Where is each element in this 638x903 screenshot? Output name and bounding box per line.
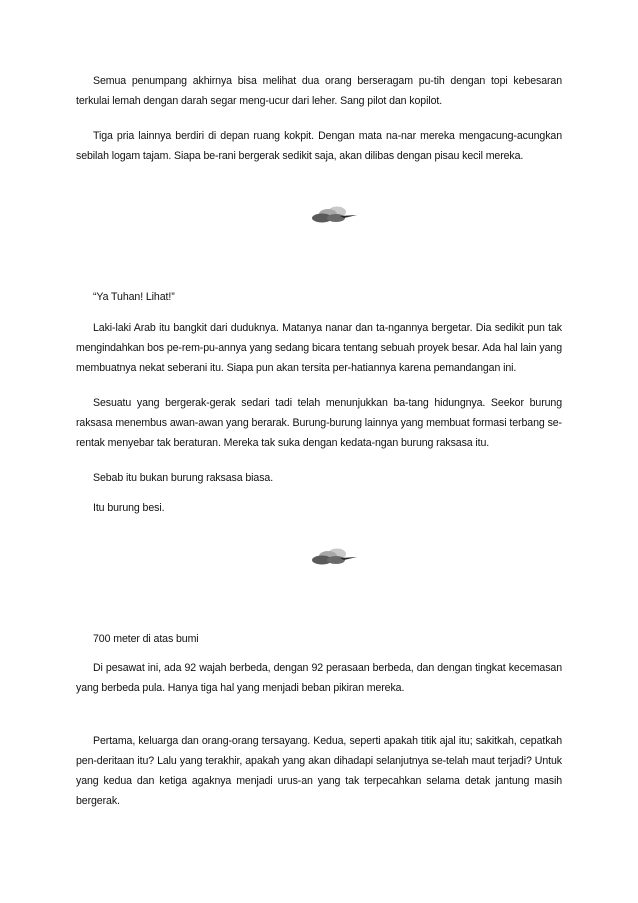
cloud-bird-ornament-icon: [308, 546, 358, 568]
paragraph-5: Sesuatu yang bergerak-gerak sedari tadi telah menunjukkan ba-tang hidungnya. Seekor burung raksasa menembus awan-awan yang berarak. Burung-burung lainnya yang membuat formasi terbang se-rentak menyebar tak beraturan. Mereka tak suka dengan kedata-ngan burung raksasa itu.: [76, 397, 562, 449]
paragraph-10: Pertama, keluarga dan orang-orang tersayang. Kedua, seperti apakah titik ajal itu; sakitkah, cepatkah pen-deritaan itu? Lalu yang terakhir, apakah yang akan dihadapi selanjutnya se-telah maut terjadi? Untuk yang kedua dan ketiga agaknya menjadi urus-an yang tak terpecahkan selama detak jantung masih bergerak.: [76, 735, 562, 807]
paragraph-1: Semua penumpang akhirnya bisa melihat dua orang berseragam pu-tih dengan topi kebesaran terkulai lemah dengan darah segar meng-ucur dari leher. Sang pilot dan kopilot.: [76, 75, 562, 107]
paragraph-2: Tiga pria lainnya berdiri di depan ruang kokpit. Dengan mata na-nar mereka mengacung-acungkan sebilah logam tajam. Siapa be-rani bergerak sedikit saja, akan dilibas dengan pisau kecil mereka.: [76, 130, 562, 162]
cloud-bird-ornament-icon: [308, 204, 358, 226]
paragraph-3: “Ya Tuhan! Lihat!”: [93, 291, 175, 303]
paragraph-7: Itu burung besi.: [93, 502, 165, 514]
paragraph-6: Sebab itu bukan burung raksasa biasa.: [93, 472, 274, 484]
paragraph-9: Di pesawat ini, ada 92 wajah berbeda, dengan 92 perasaan berbeda, dan dengan tingkat kecemasan yang berbeda pula. Hanya tiga hal yang menjadi beban pikiran mereka.: [76, 662, 562, 694]
paragraph-4: Laki-laki Arab itu bangkit dari duduknya. Matanya nanar dan ta-ngannya bergetar. Dia sedikit pun tak mengindahkan bos pe-rem-pu-annya yang sedang bicara tentang sebuah proyek besar. Ada hal lain yang membuatnya nekat seberani itu. Siapa pun akan tersita per-hatiannya karena pemandangan ini.: [76, 322, 562, 374]
paragraph-8: 700 meter di atas bumi: [93, 633, 199, 645]
